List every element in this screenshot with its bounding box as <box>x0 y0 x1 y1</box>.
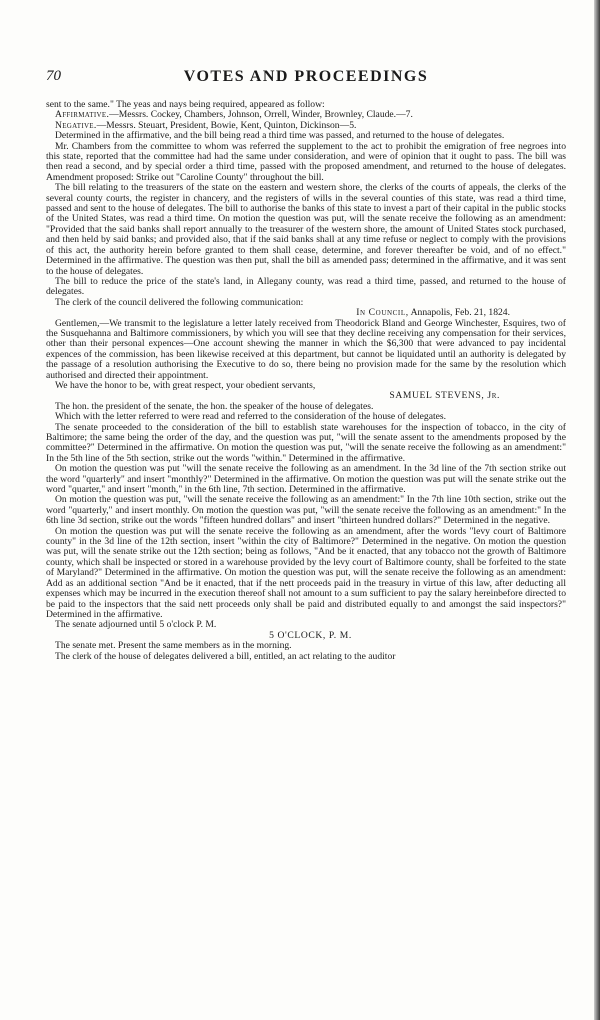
dateline-date: Annapolis, Feb. 21, 1824. <box>408 307 510 319</box>
book-spine-edge <box>594 0 600 1020</box>
paragraph-senate-met: The senate met. Present the same members as in the morning. <box>55 640 292 652</box>
negative-names: —Messrs. Steuart, President, Bowie, Kent, Quinton, Dickinson—5. <box>96 119 357 131</box>
paragraph-referral: Which with the letter referred to were read and referred to the consideration of the house of delegates. <box>55 411 447 423</box>
time-heading: 5 O'CLOCK, P. M. <box>269 629 352 641</box>
paragraph-10th-section: On motion the question was put, "will the senate receive the following as an amendment:" In the 7th line 10th section, strike out the word "quarterly," and insert monthly. On motion the question was put, "will the senate receive the following as an amendment:" In the 6th line 3d section, strike out the words "fifteen hundred dollars" and insert "thirteen hundred dollars?" Determined in the negative. <box>46 494 566 527</box>
paragraph-closing: We have the honor to be, with great respect, your obedient servants, <box>55 379 316 391</box>
paragraph-12th-section: On motion the question was put will the senate receive the following as an amendment, after the words "levy court of Baltimore county" in the 3d line of the 12th section, insert "within the city of Baltimore?" Determined in the negative. On motion the question was put, will the senate strike out the 12th section; being as follows, "And be it enacted, that any tobacco not the growth of Baltimore county, which shall be inspected or stored in a warehouse provided by the levy court of Baltimore county, shall be forfeited to the state of Maryland?" Determined in the affirmative. On motion the question was put, will the senate receive the following as an amendment: Add as an additional section "And be it enacted, that if the nett proceeds paid in the treasury in virtue of this law, after deducting all expenses which may be incurred in the execution thereof shall not amount to a sum sufficient to pay the salary hereinbefore directed to be paid to the inspectors that the said nett proceeds only shall be paid and distributed equally to and amongst the said inspectors?" Determined in the affirmative. <box>46 525 566 620</box>
paragraph-addressees: The hon. the president of the senate, the hon. the speaker of the house of delegates. <box>55 400 374 412</box>
running-head: VOTES AND PROCEEDINGS <box>183 68 429 85</box>
paragraph-chambers-report: Mr. Chambers from the committee to whom was referred the supplement to the act to prohibit the emigration of free negroes into this state, reported that the committee had had the same under consideration, and were of opinion that it ought to pass. The bill was then read a second, and by special order a third time, passed with the proposed amendment, and returned to the house of delegates. Amendment proposed: Strike out "Caroline County" throughout the bill. <box>46 140 566 183</box>
paragraph-determined: Determined in the affirmative, and the bill being read a third time was passed, and returned to the house of delegates. <box>55 130 505 142</box>
dateline-place: In Council, <box>356 307 409 319</box>
dateline <box>46 308 566 318</box>
signature: SAMUEL STEVENS, Jr. <box>389 390 500 402</box>
paragraph-state-land-bill: The bill to reduce the price of the state's land, in Allegany county, was read a third time, passed, and returned to the house of delegates. <box>46 275 566 298</box>
affirmative-label: Affirmative. <box>55 109 110 121</box>
negative-label: Negative. <box>55 119 97 131</box>
paragraph-auditor-bill: The clerk of the house of delegates delivered a bill, entitled, an act relating to the auditor <box>55 650 396 662</box>
body-text <box>46 100 566 662</box>
paragraph-treasurers-bill: The bill relating to the treasurers of the state on the eastern and western shore, the clerks of the courts of appeals, the clerks of the several county courts, the register in chancery, and the registers of wills in the several counties of this state, was read a third time, passed and sent to the house of delegates. The bill to authorise the banks of this state to invest a part of their capital in the public stocks of the United States, was read a third time. On motion the question was put, will the senate receive the following as an amendment: "Provided that the said banks shall report annually to the treasurer of the western shore, the amount of United States stock purchased, and then held by said banks; and provided also, that if the said banks shall at any time refuse or neglect to comply with the provisions of this act, the authority herein before granted to them shall cease, determine, and forever thereafter be void, and of no effect." Determined in the affirmative. The question was then put, shall the bill as amended pass; determined in the affirmative, and it was sent to the house of delegates. <box>46 182 566 277</box>
paragraph-warehouses-bill: The senate proceeded to the consideration of the bill to establish state warehouses for the inspection of tobacco, in the city of Baltimore; the same being the order of the day, and the question was put, "will the senate assent to the amendments proposed by the committee?" Determined in the affirmative. On motion the question was put, "will the senate receive the following as an amendment:" In the 5th line of the 5th section, strike out the words "within." Determined in the affirmative. <box>46 421 566 464</box>
page-number: 70 <box>46 68 61 84</box>
paragraph-7th-section: On motion the question was put "will the senate receive the following as an amendment. In the 3d line of the 7th section strike out the word "quarterly" and insert "monthly?" Determined in the affirmative. On motion the question was put will the senate strike out the word "quarter," and insert "month," in the 6th line, 7th section. Determined in the affirmative. <box>46 463 566 496</box>
paragraph-adjourned: The senate adjourned until 5 o'clock P. M. <box>55 619 217 631</box>
paragraph-council-communication: The clerk of the council delivered the following communication: <box>55 296 304 308</box>
page-header <box>46 68 566 90</box>
paragraph-yeas-nays: sent to the same." The yeas and nays being required, appeared as follow: <box>46 99 325 110</box>
affirmative-names: —Messrs. Cockey, Chambers, Johnson, Orrell, Winder, Brownley, Claude.—7. <box>109 109 413 121</box>
paragraph-letter: Gentlemen,—We transmit to the legislature a letter lately received from Theodorick Bland and George Winchester, Esquires, two of the Susquehanna and Baltimore commissioners, by which you will see that they decline receiving any compensation for their services, other than their personal expences—One account shewing the manner in which the $6,300 that were advanced to pay incidental expences of the commission, has been likewise received at this department, but cannot be liquidated until an authority is delegated by the passage of a resolution authorising the Executive to do so, there being no provision made for the same by the resolution which authorised and directed their appointment. <box>46 317 566 381</box>
